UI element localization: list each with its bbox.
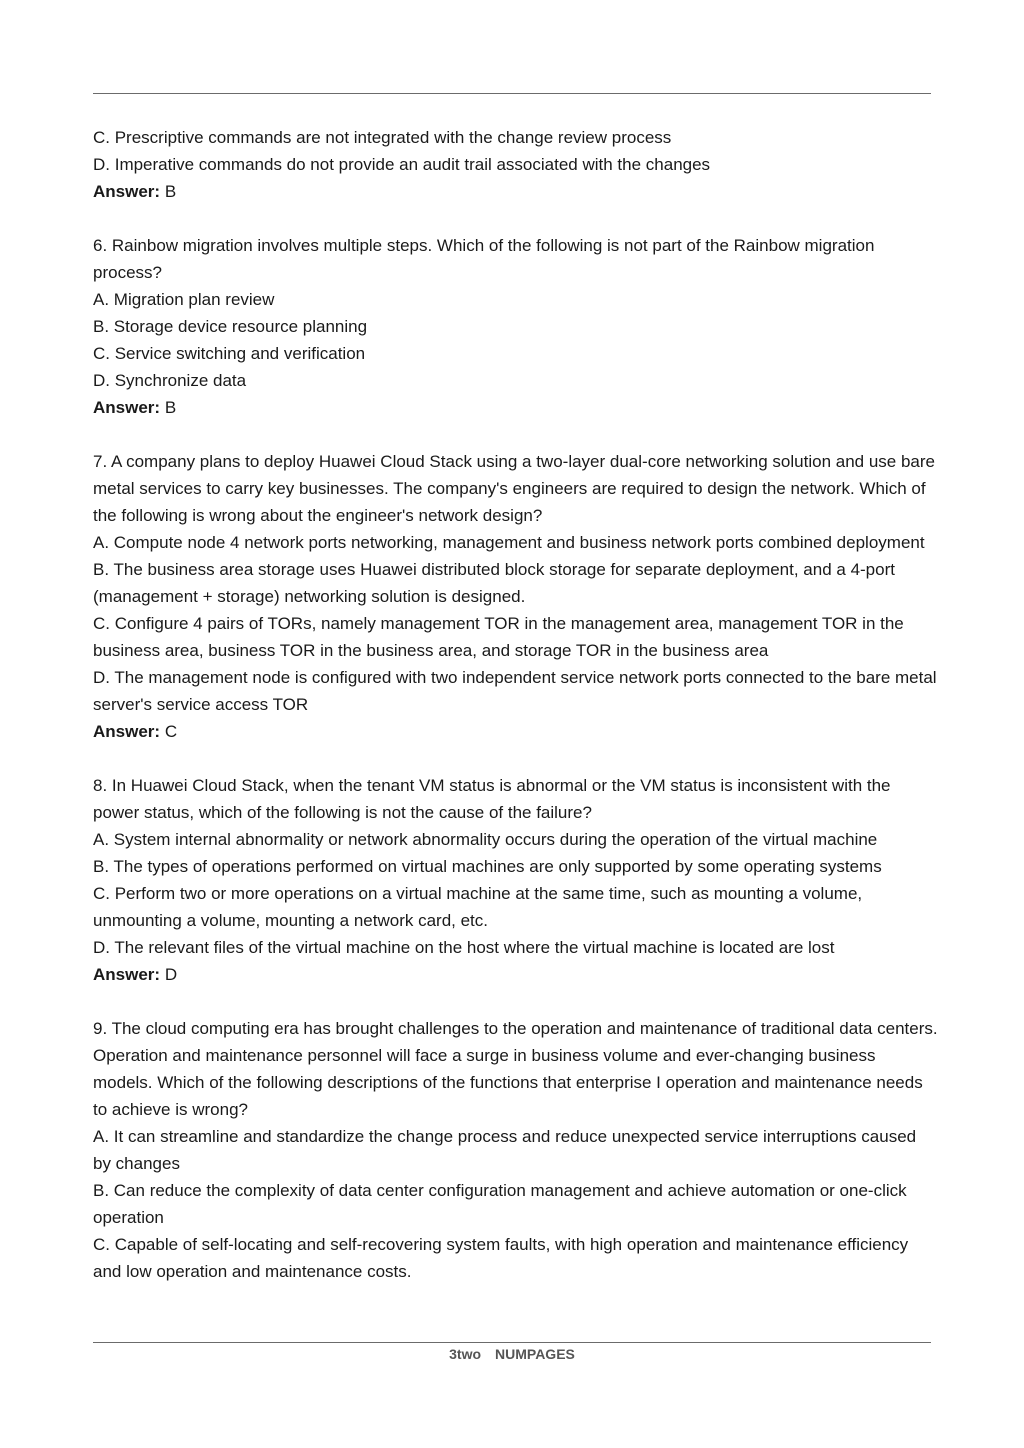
answer-value: B [164, 182, 177, 201]
option: D. The management node is configured with two independent service network ports connected to the bare metal server's service access TOR [93, 668, 937, 714]
question-9 [93, 1015, 938, 1285]
option: C. Configure 4 pairs of TORs, namely management TOR in the management area, management TOR in the business area, business TOR in the business area, and storage TOR in the business area [93, 614, 904, 660]
answer-label: Answer: [93, 722, 161, 741]
footer-rule [93, 1342, 931, 1343]
question-5-continuation [93, 124, 938, 205]
header-rule [93, 93, 931, 94]
option: A. System internal abnormality or network abnormality occurs during the operation of the virtual machine [93, 830, 878, 849]
option: C. Prescriptive commands are not integrated with the change review process [93, 128, 672, 147]
page-number: 3two [449, 1346, 482, 1362]
option: A. Migration plan review [93, 290, 275, 309]
option: D. The relevant files of the virtual machine on the host where the virtual machine is located are lost [93, 938, 835, 957]
answer-label: Answer: [93, 965, 161, 984]
question-8 [93, 772, 938, 988]
question-7 [93, 448, 938, 745]
option: D. Imperative commands do not provide an audit trail associated with the changes [93, 155, 711, 174]
answer-value: B [164, 398, 177, 417]
question-6 [93, 232, 938, 421]
question-text: 6. Rainbow migration involves multiple steps. Which of the following is not part of the Rainbow migration process? [93, 236, 875, 282]
option: B. The types of operations performed on virtual machines are only supported by some operating systems [93, 857, 882, 876]
option: A. Compute node 4 network ports networking, management and business network ports combined deployment [93, 533, 925, 552]
answer-label: Answer: [93, 182, 161, 201]
option: C. Capable of self-locating and self-recovering system faults, with high operation and maintenance efficiency and low operation and maintenance costs. [93, 1235, 909, 1281]
question-text: 9. The cloud computing era has brought challenges to the operation and maintenance of traditional data centers. Operation and maintenance personnel will face a surge in business volume and ever-changing business models. Which of the following descriptions of the functions that enterprise I operation and maintenance needs to achieve is wrong? [93, 1019, 938, 1119]
page-footer [0, 1346, 1024, 1362]
option: D. Synchronize data [93, 371, 247, 390]
answer-line [93, 961, 938, 988]
numpages-field: NUMPAGES [495, 1346, 575, 1362]
answer-line [93, 178, 938, 205]
option: B. Storage device resource planning [93, 317, 368, 336]
answer-value: C [164, 722, 178, 741]
question-text: 7. A company plans to deploy Huawei Cloud Stack using a two-layer dual-core networking solution and use bare metal services to carry key businesses. The company's engineers are required to design the network. Which of the following is wrong about the engineer's network design? [93, 452, 935, 525]
document-body [93, 124, 938, 1285]
option: C. Service switching and verification [93, 344, 366, 363]
option: C. Perform two or more operations on a virtual machine at the same time, such as mounting a volume, unmounting a volume, mounting a network card, etc. [93, 884, 863, 930]
option: B. The business area storage uses Huawei distributed block storage for separate deployment, and a 4-port (management + storage) networking solution is designed. [93, 560, 895, 606]
question-text: 8. In Huawei Cloud Stack, when the tenant VM status is abnormal or the VM status is inconsistent with the power status, which of the following is not the cause of the failure? [93, 776, 891, 822]
answer-line [93, 394, 938, 421]
answer-value: D [164, 965, 178, 984]
option: B. Can reduce the complexity of data center configuration management and achieve automation or one-click operation [93, 1181, 907, 1227]
answer-label: Answer: [93, 398, 161, 417]
option: A. It can streamline and standardize the change process and reduce unexpected service interruptions caused by changes [93, 1127, 917, 1173]
answer-line [93, 718, 938, 745]
